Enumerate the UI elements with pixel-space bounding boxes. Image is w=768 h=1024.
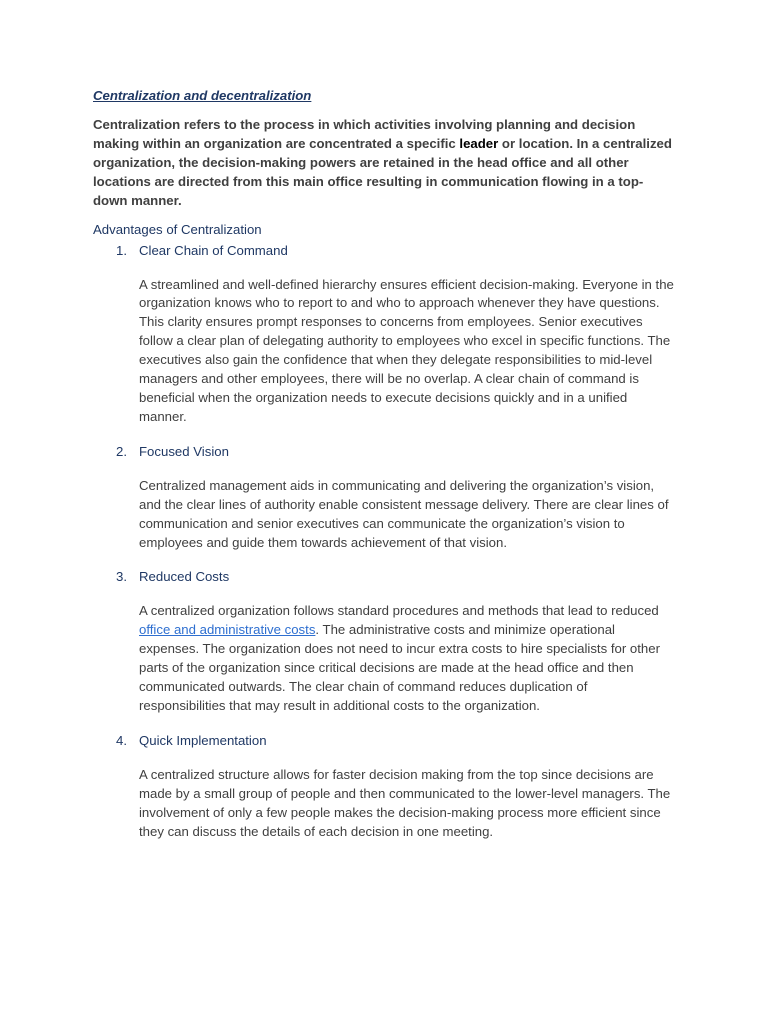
advantage-item-4 bbox=[93, 732, 675, 842]
advantage-item-2 bbox=[93, 443, 675, 553]
list-number: 1. bbox=[116, 242, 127, 258]
advantage-body: A centralized structure allows for faster decision making from the top since decisions are made by a small group of people and then communicated to the lower-level managers. The involvement of only a few people makes the decision-making process more efficient since they can discuss the details of each decision in one meeting. bbox=[139, 766, 671, 839]
document-page bbox=[93, 87, 675, 857]
advantage-heading bbox=[116, 242, 675, 260]
administrative-costs-link[interactable]: office and administrative costs bbox=[139, 622, 316, 638]
advantage-body: A streamlined and well-defined hierarchy ensures efficient decision-making. Everyone in the organization knows who to report to and who to approach whenever they have questions. This clarity ensures prompt responses to concerns from employees. Senior executives follow a clear plan of delegating authority to employees who excel in specific functions. The executives also gain the confidence that when they delegate responsibilities to mid-level managers and other employees, there will be no overlap. A clear chain of command is beneficial when the organization needs to execute decisions quickly and in a unified manner. bbox=[139, 276, 674, 424]
body-text-after-link: . The administrative costs and minimize operational expenses. The organization does not need to incur extra costs to hire specialists for other parts of the organization since critical decisions are made at the head office and then communicated outwards. The clear chain of command reduces duplication of responsibilities that may result in additional costs to the organization. bbox=[139, 622, 660, 713]
list-number: 3. bbox=[116, 569, 127, 585]
advantage-heading bbox=[116, 443, 675, 461]
intro-paragraph bbox=[93, 116, 675, 211]
body-text-before-link: A centralized organization follows standard procedures and methods that lead to reduced bbox=[139, 603, 659, 619]
list-number: 4. bbox=[116, 732, 127, 748]
intro-text-start: Centralization refers to the process in which activities involving planning and decision making within an organization are concentrated a specific bbox=[93, 117, 636, 151]
advantage-heading bbox=[116, 568, 675, 586]
advantage-body: Centralized management aids in communicating and delivering the organization’s vision, and the clear lines of authority enable consistent message delivery. There are clear lines of communication and senior executives can communicate the organization’s vision to employees and guide them towards achievement of that vision. bbox=[139, 477, 669, 550]
advantage-heading-text: Reduced Costs bbox=[139, 569, 230, 585]
advantages-list bbox=[93, 242, 675, 842]
advantage-item-1 bbox=[93, 242, 675, 427]
advantage-body bbox=[139, 602, 675, 715]
advantage-heading bbox=[116, 732, 675, 750]
advantage-item-3 bbox=[93, 568, 675, 715]
document-title: Centralization and decentralization bbox=[93, 88, 312, 103]
intro-highlight: leader bbox=[459, 135, 499, 151]
advantage-heading-text: Focused Vision bbox=[139, 443, 229, 459]
advantage-heading-text: Quick Implementation bbox=[139, 732, 267, 748]
section-heading-advantages: Advantages of Centralization bbox=[93, 221, 262, 237]
list-number: 2. bbox=[116, 443, 127, 459]
advantage-heading-text: Clear Chain of Command bbox=[139, 242, 288, 258]
intro-text-end: or location. In a centralized organization, the decision-making powers are retained in the head office and all other locations are directed from this main office resulting in communication flowing in a top-down manner. bbox=[93, 135, 672, 208]
